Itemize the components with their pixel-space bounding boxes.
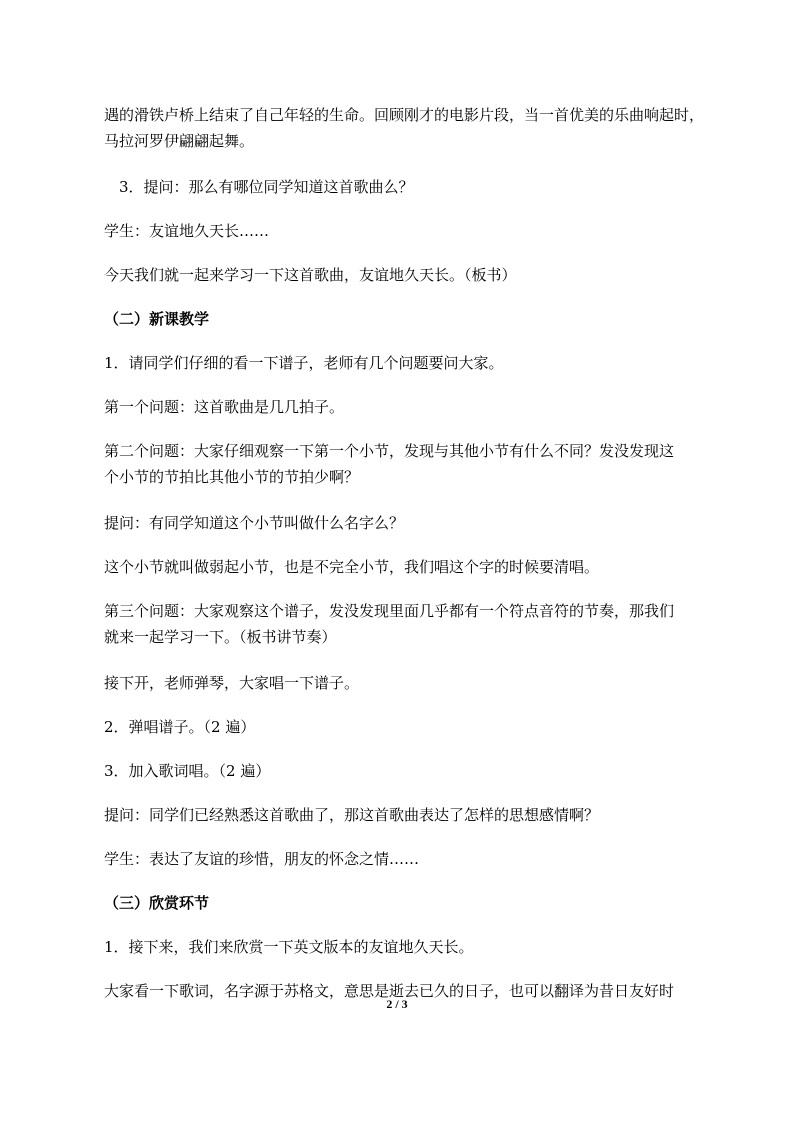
paragraph-8-line-2: 个小节的节拍比其他小节的节拍少啊？ (104, 468, 360, 486)
paragraph-2: 3．提问：那么有哪位同学知道这首歌曲么？ (119, 178, 414, 196)
paragraph-11-line-2: 就来一起学习一下。（板书讲节奏） (104, 628, 337, 646)
paragraph-12: 接下开，老师弹琴，大家唱一下谱子。 (104, 674, 360, 692)
paragraph-14: 3．加入歌词唱。（2 遍） (104, 762, 271, 780)
paragraph-19: 大家看一下歌词，名字源于苏格文，意思是逝去已久的日子，也可以翻译为昔日友好时 (104, 982, 675, 1000)
paragraph-6: 1．请同学们仔细的看一下谱子，老师有几个问题要问大家。 (104, 354, 504, 372)
paragraph-9: 提问：有同学知道这个小节叫做什么名字么？ (104, 514, 405, 532)
paragraph-18: 1．接下来，我们来欣赏一下英文版本的友谊地久天长。 (104, 938, 474, 956)
section-heading-appreciation: （三）欣赏环节 (104, 894, 210, 912)
paragraph-4: 今天我们就一起来学习一下这首歌曲，友谊地久天长。（板书） (104, 266, 517, 284)
paragraph-1-line-1: 遇的滑铁卢桥上结束了自己年轻的生命。回顾刚才的电影片段，当一首优美的乐曲响起时， (104, 106, 705, 124)
paragraph-1-line-2: 马拉河罗伊翩翩起舞。 (104, 132, 255, 150)
paragraph-7: 第一个问题：这首歌曲是几几拍子。 (104, 398, 345, 416)
section-heading-new-lesson: （二）新课教学 (104, 310, 210, 328)
paragraph-8-line-1: 第二个问题：大家仔细观察一下第一个小节，发现与其他小节有什么不同？发没发现这 (104, 442, 675, 460)
paragraph-3: 学生：友谊地久天长…… (104, 222, 270, 240)
page-number-footer: 2 / 3 (386, 997, 408, 1011)
paragraph-15: 提问：同学们已经熟悉这首歌曲了，那这首歌曲表达了怎样的思想感情啊？ (104, 806, 600, 824)
paragraph-13: 2．弹唱谱子。（2 遍） (104, 718, 256, 736)
paragraph-11-line-1: 第三个问题：大家观察这个谱子，发没发现里面几乎都有一个符点音符的节奏，那我们 (104, 602, 675, 620)
paragraph-10: 这个小节就叫做弱起小节，也是不完全小节，我们唱这个字的时候要清唱。 (104, 558, 600, 576)
paragraph-16: 学生：表达了友谊的珍惜，朋友的怀念之情…… (104, 850, 420, 868)
